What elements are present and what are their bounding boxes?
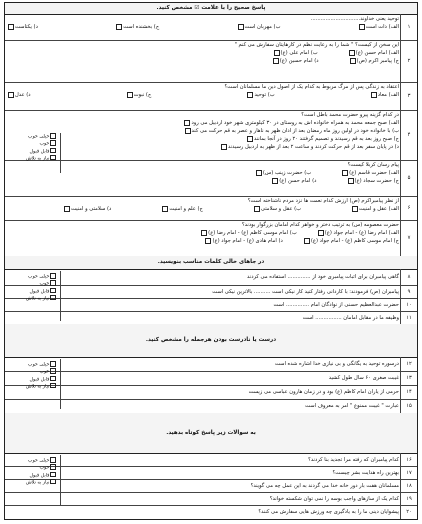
option[interactable]: د) امام حسن (ع) — [271, 177, 316, 185]
checkbox-icon — [50, 295, 56, 301]
question-text: حضرت معصومه (س) به ترتیب دختر و خواهر کدام امامان بزرگوار بودند؟ — [241, 222, 399, 228]
question-number: ۱۸ — [400, 479, 417, 492]
question-row — [5, 466, 417, 480]
option[interactable]: ب) با خانواده خود در اولین روز ماه رمضان بعد از اذان ظهر به ناهار و عصر به قم حرکت می کند — [63, 127, 399, 135]
checkbox-icon — [247, 92, 253, 98]
checkbox-icon — [50, 376, 56, 382]
question-text: گاهی پیامبران برای اثبات پیامبری خود از .............. استفاده می کردند — [247, 274, 399, 280]
question-text: حرمی از یاران امام کاظم (ع) بود و در زمان هارون عباسی می زیست — [248, 389, 399, 395]
question-text: کدام یک از سازهای واجب بوسه را نمی توان شکسته خواند؟ — [269, 496, 399, 502]
rating-option[interactable]: خیلی خوب — [7, 273, 57, 280]
question-number: ۱۱ — [400, 311, 417, 324]
option[interactable]: ج) حضرت سجاد (ع) — [347, 177, 400, 185]
rating-option[interactable]: خیلی خوب — [7, 361, 57, 368]
question-row — [5, 453, 417, 467]
question-row — [5, 505, 417, 519]
checkbox-icon — [304, 238, 310, 244]
question-row — [5, 311, 417, 325]
question-number: ۱۴ — [400, 385, 417, 399]
checkbox-icon — [349, 50, 355, 56]
rating-option[interactable]: قابل قبول — [7, 288, 57, 295]
question-text: در کدام گزینه پیرو حضرت محمد باطل است؟ — [301, 112, 399, 118]
checkbox-icon — [272, 178, 278, 184]
question-number: ۱۷ — [400, 466, 417, 479]
rating-option[interactable]: خوب — [7, 140, 57, 147]
question-text: از نظر پیامبراکرم (ص) ارزش کدام نعمت ها نزد مردم ناشناخته است؟ — [247, 198, 399, 204]
question-number: ۹ — [400, 285, 417, 298]
option[interactable]: ج) پیامبر اکرم (ص) — [349, 57, 399, 65]
self-assessment-box — [5, 271, 61, 321]
option[interactable]: ج) نبوت — [126, 91, 152, 99]
checkbox-icon — [50, 133, 56, 139]
question-number: ۱۶ — [400, 453, 417, 466]
rating-option[interactable]: نیاز به تلاش — [7, 383, 57, 390]
checkbox-icon — [201, 230, 207, 236]
question-row — [5, 371, 417, 386]
option[interactable]: د) عدل — [7, 91, 31, 99]
checkbox-icon — [274, 50, 280, 56]
checkbox-icon — [254, 206, 260, 212]
checkbox-icon — [50, 155, 56, 161]
rating-option[interactable]: نیاز به تلاش — [7, 295, 57, 302]
question-number: ۵ — [400, 160, 417, 196]
question-number: ۲ — [400, 40, 417, 82]
option[interactable]: الف) عقل و امنیت — [351, 205, 399, 213]
option[interactable]: د) یکتاست — [7, 23, 38, 31]
checkbox-icon — [50, 140, 56, 146]
self-assessment-box — [5, 359, 61, 409]
rating-option[interactable]: قابل قبول — [7, 472, 57, 479]
section-title-multiple-choice: پاسخ صحیح را با علامت ☑ مشخص کنید. — [5, 3, 417, 15]
checkbox-icon — [127, 92, 133, 98]
checkbox-icon — [50, 288, 56, 294]
option[interactable]: ب) مهربان است — [237, 23, 281, 31]
option[interactable]: الف) امام حسن (ع) — [348, 49, 399, 57]
question-row — [5, 285, 417, 299]
checkbox-icon — [162, 206, 168, 212]
self-assessment-box — [5, 455, 61, 505]
question-text: مسلمانان هفت بار دور خانه خدا می گردند به این عمل چه می گویند؟ — [250, 483, 399, 489]
rating-option[interactable]: خوب — [7, 280, 57, 287]
question-row — [5, 110, 417, 161]
checkbox-icon — [185, 128, 191, 134]
checkbox-icon — [238, 24, 244, 30]
section-title-true-false: درست یا نادرست بودن هرجمله را مشخص کنید. — [5, 324, 417, 358]
checkbox-icon — [184, 120, 190, 126]
checkbox-icon — [50, 361, 56, 367]
question-text: وظیفه ما در مقابل امامان ................ است — [302, 315, 399, 321]
question-number: ۱ — [400, 14, 417, 40]
option[interactable]: ج) صبح روز بعد به قم رسیدند و تصمیم گرفتند ۲۰ روز در آنجا بمانند — [63, 135, 399, 143]
rating-option[interactable]: خوب — [7, 368, 57, 375]
question-number: ۸ — [400, 269, 417, 285]
checkbox-icon — [50, 280, 56, 286]
checkbox-icon — [8, 24, 14, 30]
option[interactable]: الف) حضرت قاسم (ع) — [341, 169, 399, 177]
checkbox-icon — [116, 24, 122, 30]
option[interactable]: د) سلامتی و امنیت — [63, 205, 111, 213]
question-text: حضرت عبدالعظیم حسنی از نوادگان امام .............. است — [273, 302, 399, 308]
option[interactable]: ب) حضرت زینب (س) — [255, 169, 311, 177]
rating-option[interactable]: قابل قبول — [7, 376, 57, 383]
exam-sheet — [4, 2, 418, 520]
question-row — [5, 14, 417, 41]
question-row — [5, 82, 417, 111]
question-number: ۳ — [400, 82, 417, 110]
rating-option[interactable]: خیلی خوب — [7, 133, 57, 140]
option[interactable]: ب) امام علی (ع) — [273, 49, 318, 57]
checkbox-icon — [50, 383, 56, 389]
checkbox-icon — [318, 230, 324, 236]
checkbox-icon — [359, 24, 365, 30]
question-number: ۷ — [400, 220, 417, 256]
question-row — [5, 220, 417, 257]
checkbox-icon — [342, 170, 348, 176]
question-row — [5, 479, 417, 493]
option[interactable]: د) در پایان سفر بعد از قم حرکت کردند و ساعت ۲ بعد از ظهر به اردبیل رسیدند — [63, 143, 399, 151]
option[interactable]: ج) علم و امنیت — [161, 205, 203, 213]
option[interactable]: ب) امام موسی کاظم (ع) - امام رضا (ع) — [200, 229, 297, 237]
section-title-short-answer: به سوالات زیر پاسخ کوتاه بدهید. — [5, 413, 417, 454]
question-text: این سخن از کیست؟ " شما را به رعایت نظم در کارهایتان سفارش می کنم " — [234, 42, 399, 48]
rating-option[interactable]: خوب — [7, 464, 57, 471]
rating-option[interactable]: نیاز به تلاش — [7, 479, 57, 486]
question-row — [5, 385, 417, 400]
option[interactable]: الف) امام رضا (ع) - امام جواد (ع) — [317, 229, 399, 237]
rating-option[interactable]: خیلی خوب — [7, 457, 57, 464]
checkbox-icon — [50, 368, 56, 374]
section-title-fill-blanks: در جاهای خالی کلمات مناسب بنویسید. — [5, 256, 417, 270]
checkbox-icon — [350, 58, 356, 64]
checkbox-icon — [50, 472, 56, 478]
question-row — [5, 399, 417, 414]
question-text: بهترین راه هدایت بشر چیست؟ — [332, 470, 399, 476]
checkbox-icon — [50, 457, 56, 463]
checkbox-icon — [371, 92, 377, 98]
question-number: ۱۲ — [400, 357, 417, 371]
checkbox-icon — [348, 178, 354, 184]
option[interactable]: ب) عقل و سلامتی — [253, 205, 301, 213]
question-row — [5, 492, 417, 506]
checkbox-icon — [50, 273, 56, 279]
checkbox-icon — [50, 148, 56, 154]
question-number: ۶ — [400, 196, 417, 220]
checkbox-icon — [50, 479, 56, 485]
option[interactable]: الف) صبح جمعه محمد به همراه خانواده اش به روستای در ۳۰ کیلومتری شهر خود اردبیل می رود — [63, 119, 399, 127]
question-text: عبارت " غیبت ممنوع " امر به معروف است — [305, 403, 399, 409]
option[interactable]: ب) توحید — [246, 91, 274, 99]
option[interactable]: الف) ذات است — [358, 23, 399, 31]
checkbox-icon — [8, 92, 14, 98]
question-number: ۱۳ — [400, 371, 417, 385]
rating-option[interactable]: قابل قبول — [7, 148, 57, 155]
option[interactable]: ج) بخشنده است — [115, 23, 159, 31]
checkbox-icon — [247, 136, 253, 142]
question-row — [5, 196, 417, 221]
question-text: اعتقاد به زندگی پس از مرگ مربوط به کدام یک از اصول دین ما مسلمانان است؟ — [224, 84, 399, 90]
question-number: ۲۰ — [400, 505, 417, 519]
checkbox-icon — [205, 238, 211, 244]
checkbox-icon — [221, 144, 227, 150]
question-text: پیام رسان کربلا کیست؟ — [347, 162, 399, 168]
question-number: ۱۹ — [400, 492, 417, 505]
option[interactable]: ج) امام موسی کاظم (ع) - امام جواد (ع) — [303, 237, 399, 245]
checkbox-icon — [273, 58, 279, 64]
question-text: پیامبران (ص) فرمودند: با کاردانی رفتار کنید کار نیکی است .......... بالاترین نیکی است — [212, 289, 399, 295]
checkbox-icon — [256, 170, 262, 176]
option[interactable]: د) امام حسین (ع) — [272, 57, 319, 65]
question-text: توحید یعنی خداوند.............................. — [310, 16, 399, 22]
checkbox-icon — [50, 464, 56, 470]
question-row — [5, 357, 417, 372]
rating-option[interactable]: نیاز به تلاش — [7, 155, 57, 162]
question-number: ۴ — [400, 110, 417, 160]
question-row — [5, 160, 417, 197]
question-row — [5, 40, 417, 83]
question-number: ۱۰ — [400, 298, 417, 311]
question-text: درسوره توحید به یگانگی و بی نیازی خدا اشاره شده است — [275, 361, 399, 367]
self-assessment-box — [5, 133, 61, 173]
option[interactable]: الف) معاد — [370, 91, 399, 99]
question-text: غیبت صغری ۶۰ سال طول کشید — [328, 375, 399, 381]
question-row — [5, 298, 417, 312]
question-text: کدام پیامبران که رفته مرا تجدید بنا کردند؟ — [308, 457, 399, 463]
option[interactable]: د) امام هادی (ع) - امام جواد (ع) — [204, 237, 282, 245]
question-row — [5, 269, 417, 286]
question-number: ۱۵ — [400, 399, 417, 413]
question-text: پیشوایان دینی ما را به یادگیری چه ورزش هایی سفارش می کنند؟ — [258, 509, 399, 515]
checkbox-icon — [352, 206, 358, 212]
checkbox-icon — [64, 206, 70, 212]
